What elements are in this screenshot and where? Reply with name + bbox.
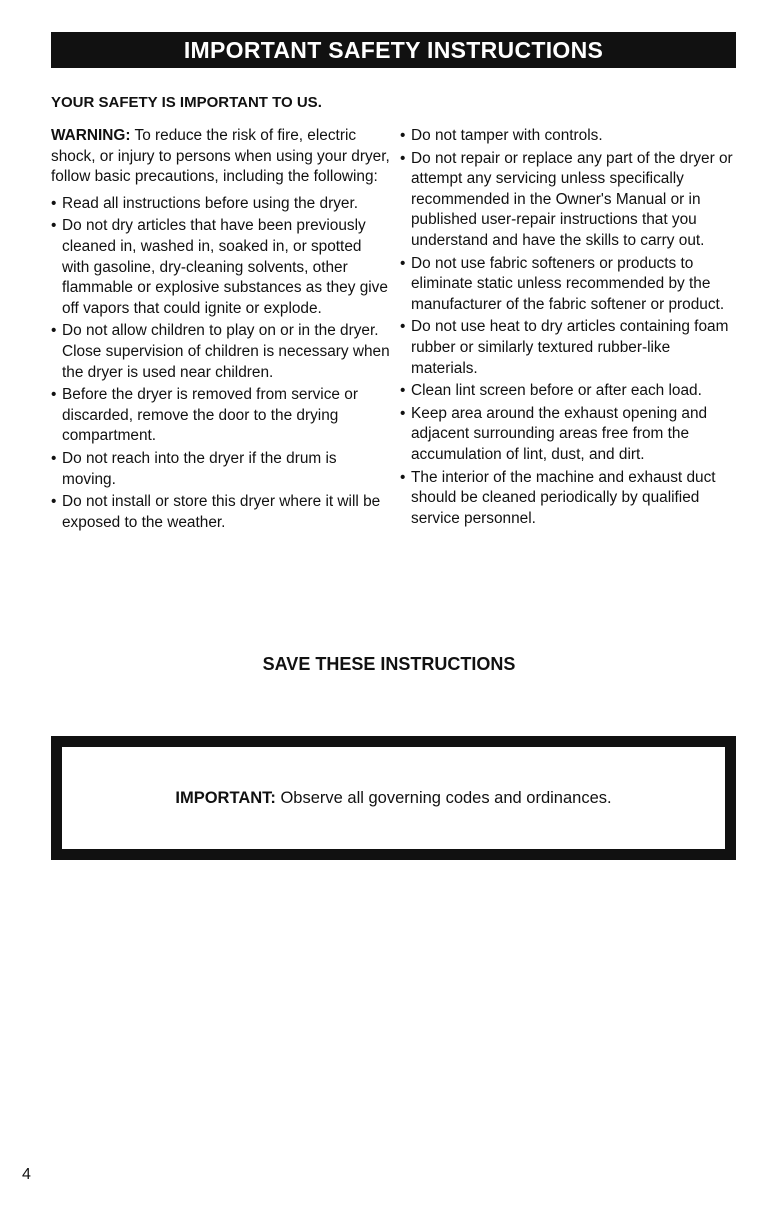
list-item: • Do not allow children to play on or in the dryer. Close supervision of children is necessary when the dryer is used near children. (51, 321, 391, 383)
right-bullet-list (400, 126, 740, 529)
list-item: • Before the dryer is removed from service or discarded, remove the door to the drying compartment. (51, 385, 391, 447)
list-item: • The interior of the machine and exhaust duct should be cleaned periodically by qualified service personnel. (400, 468, 740, 530)
page-number: 4 (22, 1166, 31, 1183)
page-title: IMPORTANT SAFETY INSTRUCTIONS (183, 36, 604, 63)
list-item: • Read all instructions before using the dryer. (51, 194, 391, 215)
left-bullet-list (51, 194, 391, 534)
list-item: • Do not repair or replace any part of the dryer or attempt any servicing unless specifically recommended in the Owner's Manual or in published user-repair instructions that you understand and have the skills to carry out. (400, 149, 740, 252)
list-item: • Do not use heat to dry articles containing foam rubber or similarly textured rubber-like materials. (400, 317, 740, 379)
list-item: • Do not tamper with controls. (400, 126, 740, 147)
list-item: • Do not install or store this dryer where it will be exposed to the weather. (51, 492, 391, 533)
page-title-banner (51, 32, 736, 68)
important-notice-content (62, 747, 725, 849)
safety-subheading: YOUR SAFETY IS IMPORTANT TO US. (51, 94, 322, 111)
save-instructions-heading: SAVE THESE INSTRUCTIONS (262, 654, 516, 674)
list-item: • Clean lint screen before or after each load. (400, 381, 740, 402)
important-label: IMPORTANT: (175, 788, 276, 807)
warning-paragraph (51, 126, 391, 188)
list-item: • Keep area around the exhaust opening and adjacent surrounding areas free from the accumulation of lint, dust, and dirt. (400, 404, 740, 466)
left-column (51, 126, 391, 535)
important-notice-text (175, 789, 611, 808)
list-item: • Do not dry articles that have been previously cleaned in, washed in, soaked in, or spotted with gasoline, dry-cleaning solvents, other flammable or explosive substances as they give off vapors that could ignite or explode. (51, 216, 391, 319)
important-notice-box (51, 736, 736, 860)
list-item: • Do not use fabric softeners or products to eliminate static unless recommended by the manufacturer of the fabric softener or product. (400, 254, 740, 316)
notice-text: Observe all governing codes and ordinances. (275, 788, 612, 807)
list-item: • Do not reach into the dryer if the drum is moving. (51, 449, 391, 490)
warning-text: To reduce the risk of fire, electric shock, or injury to persons when using your dryer, follow basic precautions, including the following: (51, 127, 390, 186)
right-column (400, 126, 740, 531)
warning-label: WARNING: (51, 127, 131, 144)
